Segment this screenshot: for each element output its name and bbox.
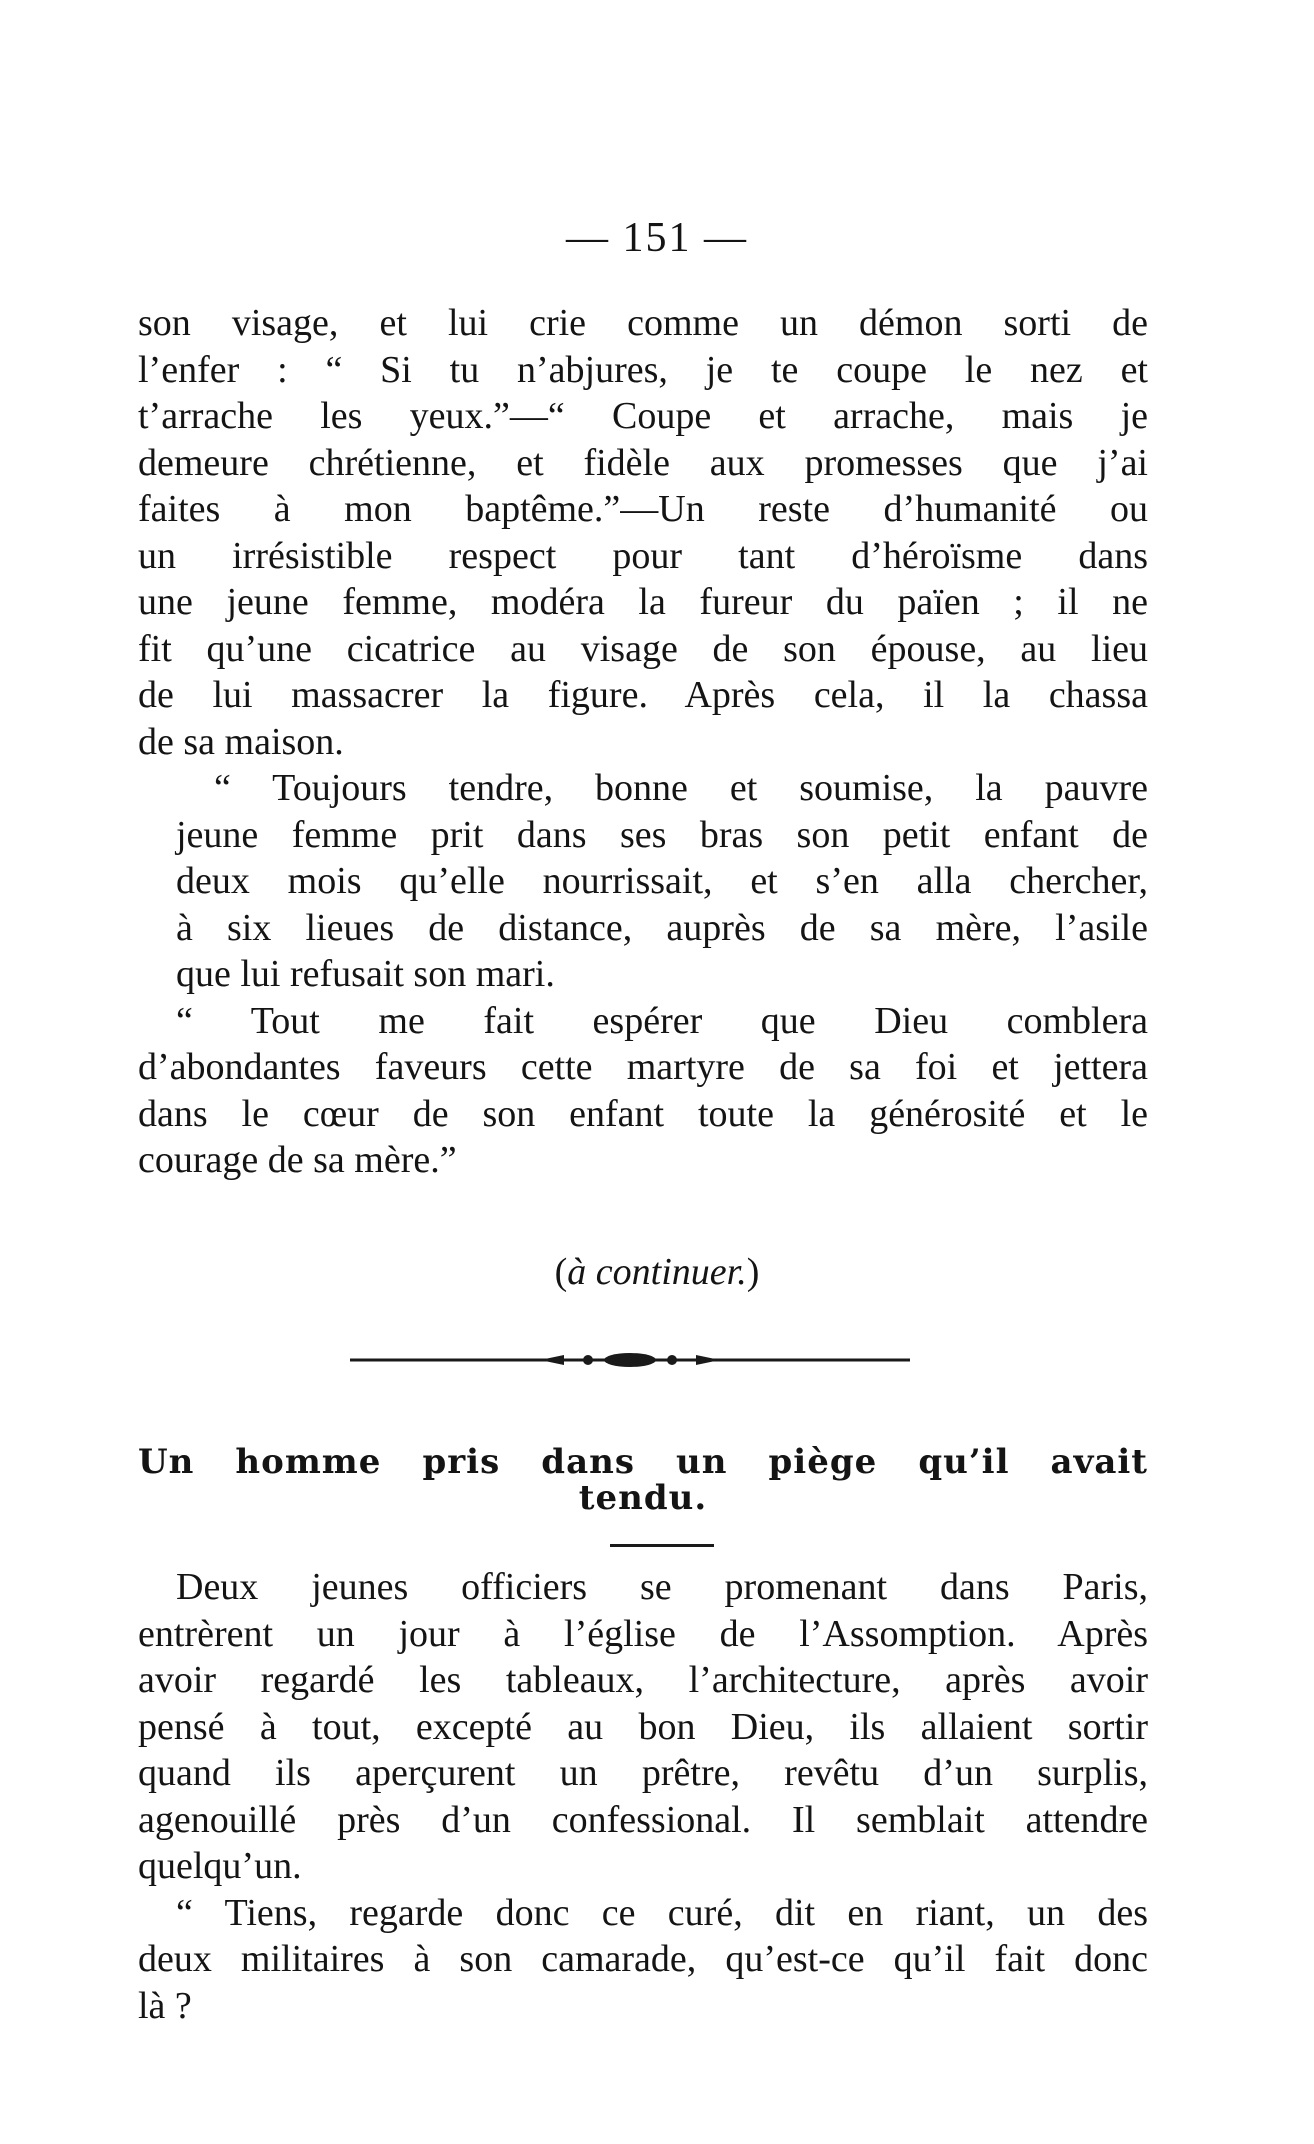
text-line: là ? (138, 1984, 192, 2027)
paragraph-deux-officiers (138, 1564, 1148, 1890)
text-line: une jeune femme, modéra la fureur du païen ; il ne (138, 581, 1148, 623)
to-be-continued-note (0, 1250, 1314, 1294)
text-line: deux militaires à son camarade, qu’est-ce qu’il fait donc (138, 1938, 1148, 1980)
paragraph-tout (138, 998, 1148, 1184)
paren-close: ) (746, 1251, 760, 1293)
text-line: faites à mon baptême.”—Un reste d’humanité ou (138, 488, 1148, 530)
text-line: t’arrache les yeux.”—“ Coupe et arrache, mais je (138, 395, 1148, 437)
text-line: à six lieues de distance, auprès de sa mère, l’asile (176, 906, 1148, 949)
ornamental-divider (350, 1352, 910, 1368)
paragraph-tiens (138, 1890, 1148, 2030)
text-line: “ Tout me fait espérer que Dieu comblera (176, 999, 1148, 1042)
text-line: agenouillé près d’un confessional. Il semblait attendre (138, 1798, 1148, 1841)
continued-text-block (138, 300, 1148, 1184)
text-line: de sa maison. (138, 720, 344, 763)
text-line: que lui refusait son mari. (176, 953, 555, 995)
text-line: entrèrent un jour à l’église de l’Assomption. Après (138, 1612, 1148, 1655)
text-line: deux mois qu’elle nourrissait, et s’en alla chercher, (176, 860, 1148, 902)
text-line: son visage, et lui crie comme un démon sorti de (138, 302, 1148, 344)
text-line: d’abondantes faveurs cette martyre de sa foi et jettera (138, 1046, 1148, 1088)
text-line: Deux jeunes officiers se promenant dans Paris, (176, 1566, 1148, 1608)
article-title (138, 1444, 1148, 1516)
paragraph-continued (138, 300, 1148, 765)
text-line: de lui massacrer la figure. Après cela, il la chassa (138, 674, 1148, 716)
continuer-text: à continuer. (567, 1251, 747, 1293)
text-line: pensé à tout, excepté au bon Dieu, ils allaient sortir (138, 1705, 1148, 1748)
text-line: “ Tiens, regarde donc ce curé, dit en riant, un des (176, 1891, 1148, 1934)
title-rule (610, 1544, 714, 1547)
text-line: l’enfer : “ Si tu n’abjures, je te coupe le nez et (138, 348, 1148, 391)
paragraph-toujours (138, 765, 1148, 998)
title-line: Un homme pris dans un piège qu’il avait (138, 1442, 1148, 1482)
paren-open: ( (554, 1251, 568, 1293)
page-number: — 151 — (566, 215, 748, 261)
text-line: courage de sa mère.” (138, 1139, 457, 1181)
text-line: quelqu’un. (138, 1845, 302, 1887)
text-line: un irrésistible respect pour tant d’héroïsme dans (138, 534, 1148, 577)
text-line: fit qu’une cicatrice au visage de son épouse, au lieu (138, 627, 1148, 670)
article-text-block (138, 1564, 1148, 2029)
title-line: tendu. (578, 1478, 708, 1518)
text-line: quand ils aperçurent un prêtre, revêtu d’un surplis, (138, 1752, 1148, 1794)
text-line: jeune femme prit dans ses bras son petit enfant de (176, 813, 1148, 856)
text-line: demeure chrétienne, et fidèle aux promesses que j’ai (138, 441, 1148, 484)
text-line: avoir regardé les tableaux, l’architecture, après avoir (138, 1659, 1148, 1701)
text-line: “ Toujours tendre, bonne et soumise, la pauvre (214, 767, 1148, 809)
text-line: dans le cœur de son enfant toute la générosité et le (138, 1092, 1148, 1135)
